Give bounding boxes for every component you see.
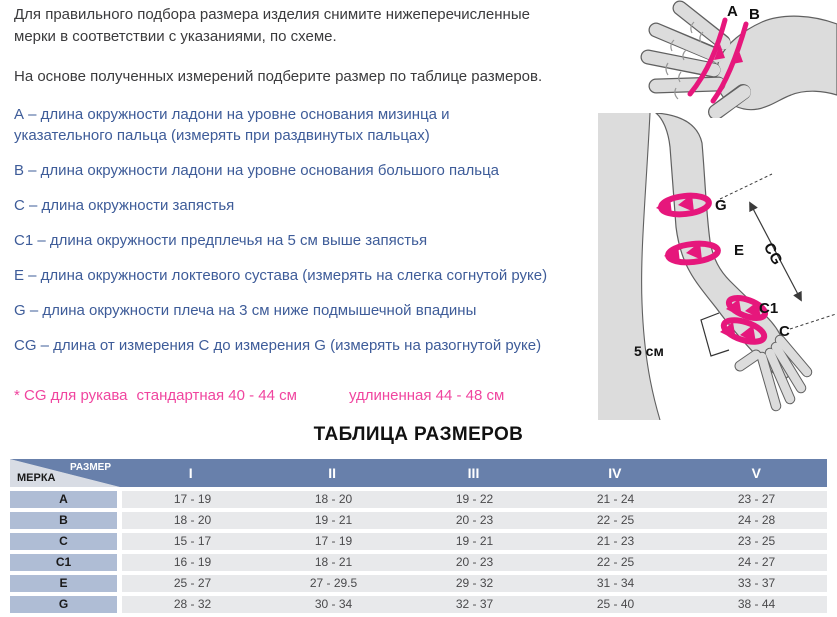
hand-measurement-diagram [628,0,837,118]
size-cell: 18 - 20 [314,491,353,506]
row-label: С1 [10,554,117,571]
measurement-list [14,104,614,370]
size-table-title: ТАБЛИЦА РАЗМЕРОВ [313,424,524,445]
corner-label-measure: МЕРКА [17,472,56,484]
size-table-corner-cell [10,459,120,487]
size-table-header [10,459,827,487]
size-cell: 19 - 21 [455,533,494,548]
row-values [122,491,827,508]
size-cell: 21 - 24 [596,491,635,506]
size-cell: 15 - 17 [173,533,212,548]
size-column-header: II [328,465,336,481]
row-label: Е [10,575,117,592]
size-column-header: I [188,465,193,481]
size-columns [120,459,827,487]
label-e: E [734,242,745,259]
size-cell: 28 - 32 [173,596,212,611]
size-cell: 20 - 23 [455,554,494,569]
size-cell: 32 - 37 [455,596,494,611]
row-label: А [10,491,117,508]
label-a: A [727,3,738,20]
measurement-item: G – длина окружности плеча на 3 см ниже подмышечной впадины [14,302,477,319]
size-cell: 18 - 21 [314,554,353,569]
measurement-item: CG – длина от измерения С до измерения G (измерять на разогнутой руке) [14,337,542,354]
row-label: С [10,533,117,550]
intro-paragraph-1: Для правильного подбора размера изделия снимите нижеперечисленные мерки в соответствии с указаниями, по схеме. [14,6,530,45]
row-values [122,512,827,529]
size-cell: 17 - 19 [314,533,353,548]
size-cell: 23 - 25 [737,533,776,548]
label-g: G [715,197,727,214]
row-values [122,554,827,571]
size-cell: 33 - 37 [737,575,776,590]
size-cell: 22 - 25 [596,512,635,527]
size-cell: 24 - 27 [737,554,776,569]
size-column-header: III [467,465,480,481]
size-cell: 22 - 25 [596,554,635,569]
arm-measurement-diagram [598,113,837,420]
torso-shape [598,113,660,420]
corner-label-size: РАЗМЕР [70,462,111,473]
label-b: B [749,6,760,23]
label-5cm: 5 см [634,343,664,359]
measurement-item: С – длина окружности запястья [14,197,235,214]
table-row [10,575,827,592]
size-cell: 19 - 22 [455,491,494,506]
table-row [10,512,827,529]
size-column-header: IV [608,465,622,481]
table-row [10,533,827,550]
size-column-header: V [751,465,761,481]
size-cell: 38 - 44 [737,596,776,611]
row-label: G [10,596,117,613]
measurement-item: В – длина окружности ладони на уровне основания большого пальца [14,162,500,179]
sleeve-note-prefix: * CG для рукава [14,387,128,404]
row-values [122,533,827,550]
size-cell: 19 - 21 [314,512,353,527]
measurement-item: С1 – длина окружности предплечья на 5 см выше запястья [14,232,428,249]
size-cell: 24 - 28 [737,512,776,527]
size-cell: 18 - 20 [173,512,212,527]
label-cg: CG [760,240,786,268]
size-cell: 30 - 34 [314,596,353,611]
hand-labels [727,3,760,23]
sleeve-note-extended: удлиненная 44 - 48 см [348,387,505,404]
row-values [122,575,827,592]
size-cell: 27 - 29.5 [309,575,358,590]
size-cell: 23 - 27 [737,491,776,506]
measurement-item: Е – длина окружности локтевого сустава (измерять на слегка согнутой руке) [14,267,548,284]
row-values [122,596,827,613]
size-cell: 17 - 19 [173,491,212,506]
size-cell: 20 - 23 [455,512,494,527]
size-cell: 25 - 40 [596,596,635,611]
size-cell: 25 - 27 [173,575,212,590]
arm-hand-fingers [740,340,807,406]
label-c1: C1 [759,300,779,317]
size-table [10,459,827,617]
table-row [10,554,827,571]
sleeve-note-standard: стандартная 40 - 44 см [136,387,297,404]
size-cell: 31 - 34 [596,575,635,590]
row-label: В [10,512,117,529]
label-c: C [779,323,790,340]
sleeve-note [14,387,504,404]
size-table-body [10,491,827,613]
size-cell: 21 - 23 [596,533,635,548]
measurement-item: А – длина окружности ладони на уровне основания мизинца и указательного пальца (измерять при раздвинутых пальцах) [14,106,450,144]
size-cell: 29 - 32 [455,575,494,590]
table-row [10,596,827,613]
size-cell: 16 - 19 [173,554,212,569]
table-row [10,491,827,508]
intro-paragraph-2: На основе полученных измерений подберите размер по таблице размеров. [14,68,543,85]
